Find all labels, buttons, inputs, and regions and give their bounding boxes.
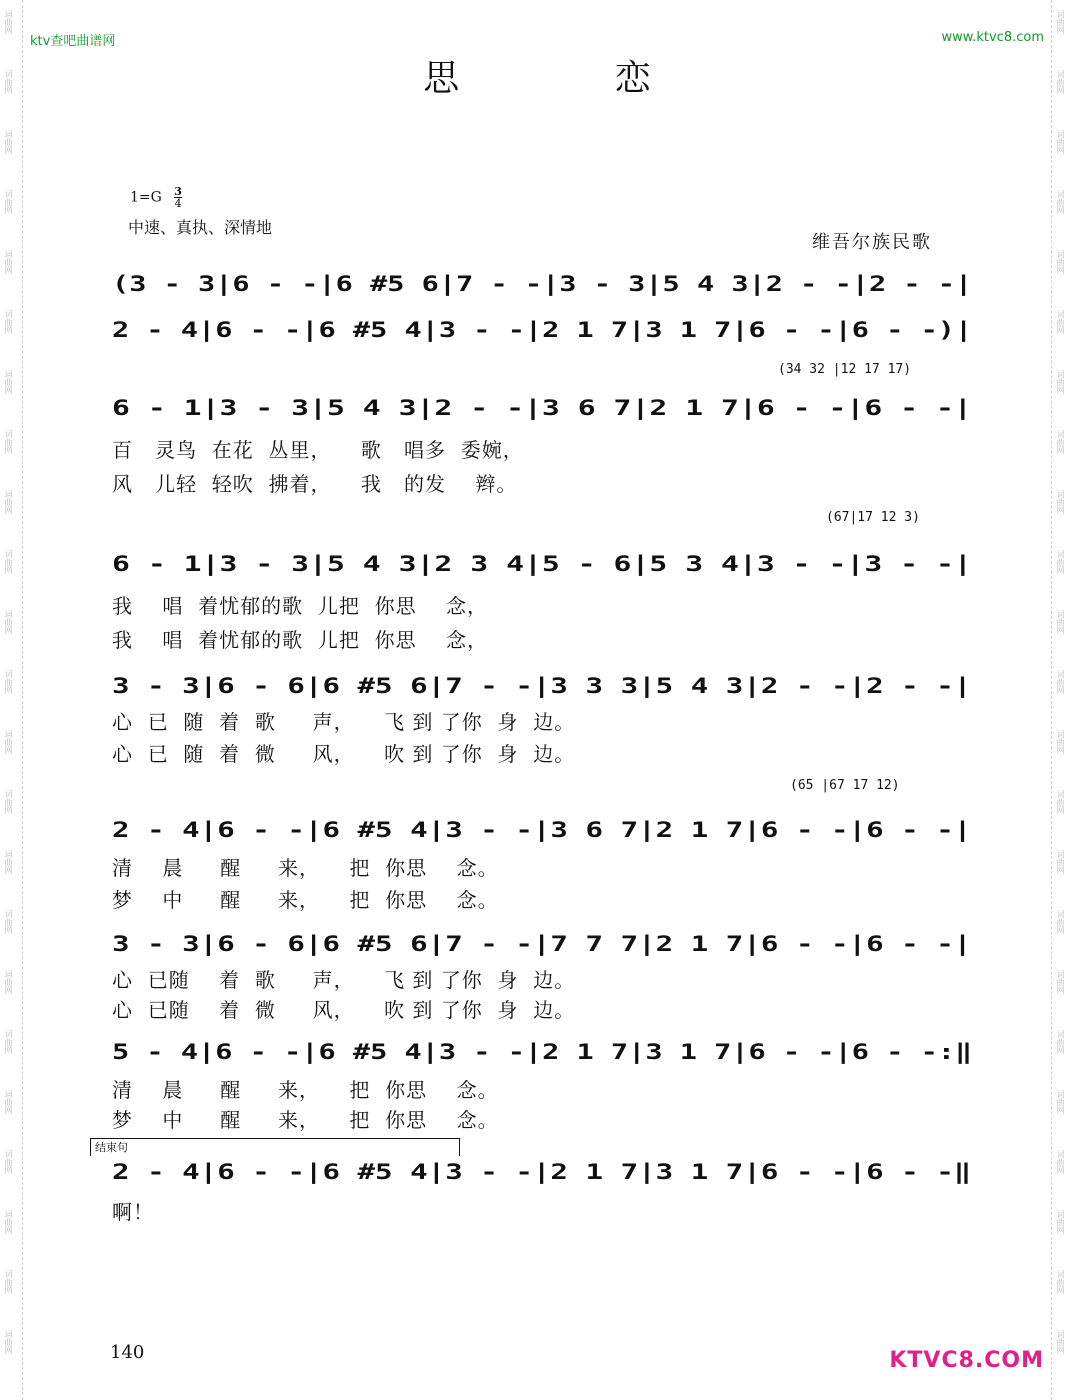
side-watermark-text: 词曲网 — [1056, 1210, 1065, 1234]
side-watermark-text: 词曲网 — [1056, 1330, 1065, 1354]
side-watermark-text: 词曲网 — [4, 1210, 13, 1234]
side-watermark-text: 词曲网 — [4, 1330, 13, 1354]
lyrics-verse-2: 我 唱 着忧郁的歌 儿把 你思 念， — [112, 628, 489, 652]
side-watermark-text: 词曲网 — [1056, 310, 1065, 334]
lyrics-verse-2: 心 已随 着 微 风， 吹 到 了你 身 边。 — [112, 998, 576, 1022]
side-watermark-text: 词曲网 — [4, 310, 13, 334]
footer-logo: KTVC8.COM — [889, 1348, 1044, 1373]
side-watermark-text: 词曲网 — [1056, 850, 1065, 874]
notes-line: 2 - 4|6 - -|6 #5 4|3 - -|2 1 7|3 1 7|6 - -|6 - -‖ — [112, 1160, 972, 1184]
right-watermark-strip — [1051, 0, 1074, 1400]
side-watermark-text: 词曲网 — [4, 10, 13, 34]
lyrics-verse-2: 梦 中 醒 来， 把 你思 念。 — [112, 1108, 499, 1132]
site-url-right: www.ktvc8.com — [941, 30, 1044, 45]
lyrics-verse-2: 风 儿轻 轻吹 拂着， 我 的发 辫。 — [112, 472, 518, 496]
time-bottom: 4 — [174, 197, 182, 210]
side-watermark-text: 词曲网 — [4, 1150, 13, 1174]
side-watermark-text: 词曲网 — [4, 1030, 13, 1054]
lyrics-verse-1: 百 灵鸟 在花 丛里， 歌 唱多 委婉， — [112, 438, 524, 462]
lyrics-verse-2: 梦 中 醒 来， 把 你思 念。 — [112, 888, 499, 912]
song-source: 维吾尔族民歌 — [812, 232, 932, 253]
time-signature — [174, 186, 182, 209]
side-watermark-text: 词曲网 — [4, 430, 13, 454]
side-watermark-text: 词曲网 — [1056, 910, 1065, 934]
interlude-notes: (65 |67 17 12) — [790, 778, 900, 793]
side-watermark-text: 词曲网 — [1056, 1090, 1065, 1114]
side-watermark-text: 词曲网 — [4, 250, 13, 274]
side-watermark-text: 词曲网 — [4, 790, 13, 814]
side-watermark-text: 词曲网 — [1056, 1150, 1065, 1174]
song-title: 思 恋 — [423, 58, 723, 99]
side-watermark-text: 词曲网 — [1056, 250, 1065, 274]
lyrics-verse-1: 我 唱 着忧郁的歌 儿把 你思 念， — [112, 594, 489, 618]
side-watermark-text: 词曲网 — [1056, 430, 1065, 454]
side-watermark-text: 词曲网 — [4, 550, 13, 574]
side-watermark-text: 词曲网 — [4, 490, 13, 514]
ending-bracket: 结束句 — [90, 1138, 460, 1156]
lyrics-ending: 啊！ — [112, 1200, 154, 1224]
site-name-left: ktv查吧曲谱网 — [30, 34, 116, 49]
key-label: 1=G — [130, 189, 162, 206]
side-watermark-text: 词曲网 — [4, 910, 13, 934]
key-signature — [130, 186, 182, 209]
lyrics-verse-1: 清 晨 醒 来， 把 你思 念。 — [112, 856, 499, 880]
notes-line: 2 - 4|6 - -|6 #5 4|3 - -|3 6 7|2 1 7|6 - -|6 - -| — [112, 818, 972, 842]
side-watermark-text: 词曲网 — [4, 1270, 13, 1294]
side-watermark-text: 词曲网 — [1056, 70, 1065, 94]
side-watermark-text: 词曲网 — [4, 130, 13, 154]
left-watermark-strip — [0, 0, 23, 1400]
side-watermark-text: 词曲网 — [4, 850, 13, 874]
notes-line: 3 - 3|6 - 6|6 #5 6|7 - -|7 7 7|2 1 7|6 - -|6 - -| — [112, 932, 972, 956]
tempo-marking: 中速、真执、深情地 — [128, 218, 273, 237]
notes-line: 5 - 4|6 - -|6 #5 4|3 - -|2 1 7|3 1 7|6 - -|6 - -:‖ — [112, 1040, 973, 1064]
side-watermark-text: 词曲网 — [1056, 550, 1065, 574]
side-watermark-text: 词曲网 — [1056, 730, 1065, 754]
lyrics-verse-1: 心 已 随 着 歌 声， 飞 到 了你 身 边。 — [112, 710, 576, 734]
notes-line: (3 - 3|6 - -|6 #5 6|7 - -|3 - 3|5 4 3|2 - -|2 - -| — [112, 272, 973, 296]
side-watermark-text: 词曲网 — [1056, 610, 1065, 634]
side-watermark-text: 词曲网 — [1056, 970, 1065, 994]
side-watermark-text: 词曲网 — [4, 610, 13, 634]
side-watermark-text: 词曲网 — [1056, 130, 1065, 154]
notes-line: 2 - 4|6 - -|6 #5 4|3 - -|2 1 7|3 1 7|6 - -|6 - -)| — [112, 318, 973, 342]
side-watermark-text: 词曲网 — [1056, 10, 1065, 34]
side-watermark-text: 词曲网 — [4, 190, 13, 214]
lyrics-verse-1: 清 晨 醒 来， 把 你思 念。 — [112, 1078, 499, 1102]
side-watermark-text: 词曲网 — [4, 970, 13, 994]
side-watermark-text: 词曲网 — [4, 1090, 13, 1114]
side-watermark-text: 词曲网 — [1056, 1270, 1065, 1294]
side-watermark-text: 词曲网 — [1056, 670, 1065, 694]
side-watermark-text: 词曲网 — [1056, 370, 1065, 394]
side-watermark-text: 词曲网 — [4, 730, 13, 754]
side-watermark-text: 词曲网 — [1056, 790, 1065, 814]
side-watermark-text: 词曲网 — [1056, 190, 1065, 214]
lyrics-verse-1: 心 已随 着 歌 声， 飞 到 了你 身 边。 — [112, 968, 576, 992]
notes-line: 6 - 1|3 - 3|5 4 3|2 - -|3 6 7|2 1 7|6 - -|6 - -| — [112, 396, 972, 420]
side-watermark-text: 词曲网 — [4, 70, 13, 94]
interlude-notes: (34 32 |12 17 17) — [778, 362, 912, 377]
side-watermark-text: 词曲网 — [4, 370, 13, 394]
side-watermark-text: 词曲网 — [4, 670, 13, 694]
side-watermark-text: 词曲网 — [1056, 1030, 1065, 1054]
interlude-notes: (67|17 12 3) — [826, 510, 920, 525]
notes-line: 3 - 3|6 - 6|6 #5 6|7 - -|3 3 3|5 4 3|2 - -|2 - -| — [112, 674, 972, 698]
notes-line: 6 - 1|3 - 3|5 4 3|2 3 4|5 - 6|5 3 4|3 - -|3 - -| — [112, 552, 972, 576]
time-top: 3 — [174, 185, 182, 198]
lyrics-verse-2: 心 已 随 着 微 风， 吹 到 了你 身 边。 — [112, 742, 576, 766]
page-number: 140 — [110, 1342, 145, 1363]
side-watermark-text: 词曲网 — [1056, 490, 1065, 514]
